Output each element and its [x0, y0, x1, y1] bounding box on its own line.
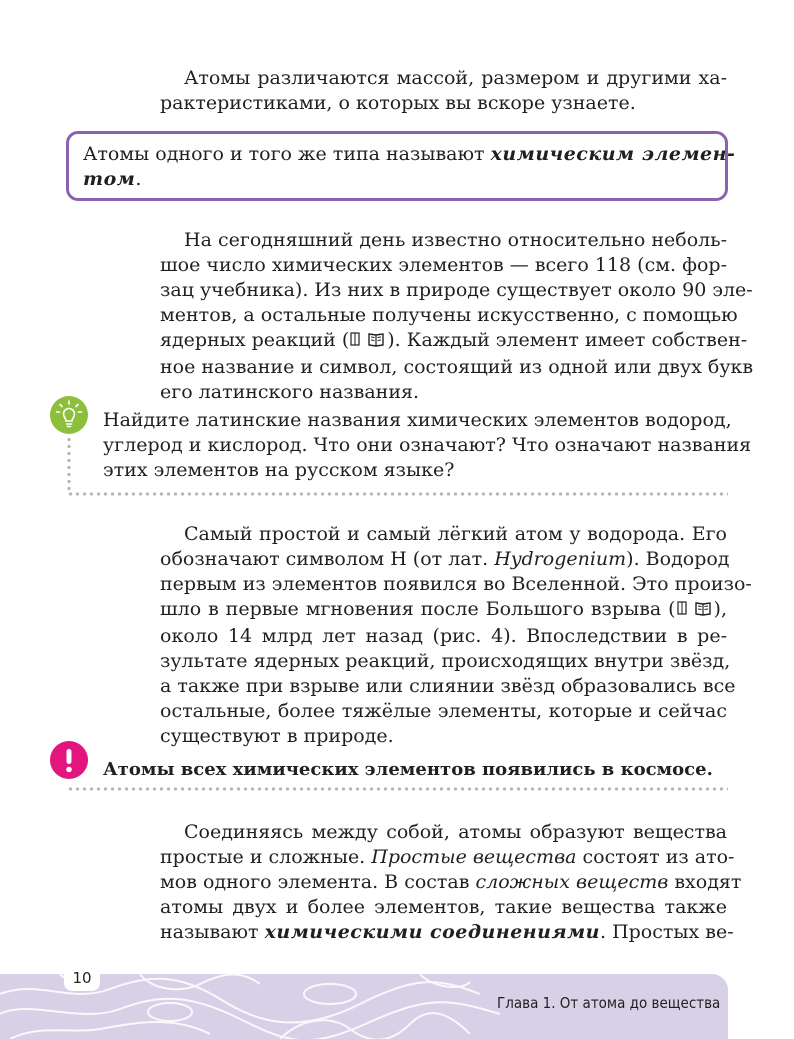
- text-line: ментов, а остальные получены искусственно, с помощью: [160, 304, 738, 326]
- lightbulb-icon: [50, 396, 88, 434]
- text-line: первым из элементов появился во Вселенной. Это произо-: [160, 573, 752, 595]
- important-note: Атомы всех химических элементов появились в космосе.: [103, 759, 713, 780]
- reference-icons[interactable]: [349, 330, 387, 355]
- paragraph-elements-count: [160, 228, 754, 405]
- text-line: ядерных реакций ( ). Каждый элемент имеет собствен-: [160, 328, 727, 355]
- task-question: [103, 408, 752, 483]
- text-line: остальные, более тяжёлые элементы, которые и сейчас: [160, 700, 727, 722]
- text-line: шое число химических элементов — всего 118 (см. фор-: [160, 254, 727, 276]
- definition-box: [66, 131, 736, 201]
- text-line: около 14 млрд лет назад (рис. 4). Впоследствии в ре-: [160, 625, 727, 647]
- term-bold-italic: химическими соединениями: [264, 921, 600, 943]
- task-divider-vertical: [67, 436, 71, 494]
- book-icon: [369, 334, 383, 346]
- definition-line: Атомы одного и того же типа называют химическим элемен-: [83, 143, 736, 165]
- paragraph-hydrogen: [160, 522, 752, 749]
- book-icon: [696, 603, 710, 615]
- text-line: его латинского названия.: [160, 381, 420, 403]
- text-line: Соединяясь между собой, атомы образуют вещества: [184, 821, 727, 843]
- text-line: зультате ядерных реакций, происходящих внутри звёзд,: [160, 650, 731, 672]
- text-line: На сегодняшний день известно относительно неболь-: [184, 229, 727, 251]
- text-line: Атомы различаются массой, размером и другими ха-: [184, 67, 727, 89]
- text-line: Найдите латинские названия химических элементов водород,: [103, 409, 732, 431]
- definition-term: том: [83, 168, 136, 190]
- text-line: зац учебника). Из них в природе существует около 90 эле-: [160, 279, 753, 301]
- task-divider-horizontal: [67, 492, 728, 496]
- text-line: ное название и символ, состоящий из одной или двух букв: [160, 356, 754, 378]
- text-line: мов одного элемента. В состав сложных веществ входят: [160, 871, 742, 893]
- paragraph-atoms-differ: [160, 66, 727, 116]
- latin-name: Hydrogenium: [494, 548, 627, 570]
- definition-term: химическим элемен-: [490, 143, 736, 165]
- text-line: углерод и кислород. Что они означают? Что означают названия: [103, 434, 752, 456]
- text-line: существуют в природе.: [160, 725, 394, 747]
- text-line: а также при взрыве или слиянии звёзд образовались все: [160, 675, 736, 697]
- paragraph-substances: [160, 820, 742, 945]
- text-line: шло в первые мгновения после Большого взрыва ( ),: [160, 597, 727, 624]
- chapter-title: Глава 1. От атома до вещества: [497, 994, 721, 1012]
- definition-line: том.: [83, 168, 142, 190]
- exclamation-icon: [50, 741, 88, 779]
- text-line: рактеристиками, о которых вы вскоре узнаете.: [160, 92, 636, 114]
- text-line: обозначают символом H (от лат. Hydrogenium). Водород: [160, 548, 730, 570]
- term-italic: Простые вещества: [371, 846, 577, 868]
- text-line: называют химическими соединениями. Простых ве-: [160, 921, 734, 943]
- reference-icons[interactable]: [676, 599, 714, 624]
- pointing-hand-icon: [676, 599, 714, 617]
- text-line: этих элементов на русском языке?: [103, 459, 455, 481]
- definition-text: [83, 142, 736, 192]
- pointing-hand-icon: [349, 330, 387, 348]
- text-line: Самый простой и самый лёгкий атом у водорода. Его: [184, 523, 727, 545]
- note-divider-horizontal: [67, 787, 728, 791]
- text-line: простые и сложные. Простые вещества состоят из ато-: [160, 846, 735, 868]
- term-italic: сложных веществ: [475, 871, 669, 893]
- text-line: атомы двух и более элементов, такие вещества также: [160, 896, 727, 918]
- page-number: 10: [64, 965, 100, 991]
